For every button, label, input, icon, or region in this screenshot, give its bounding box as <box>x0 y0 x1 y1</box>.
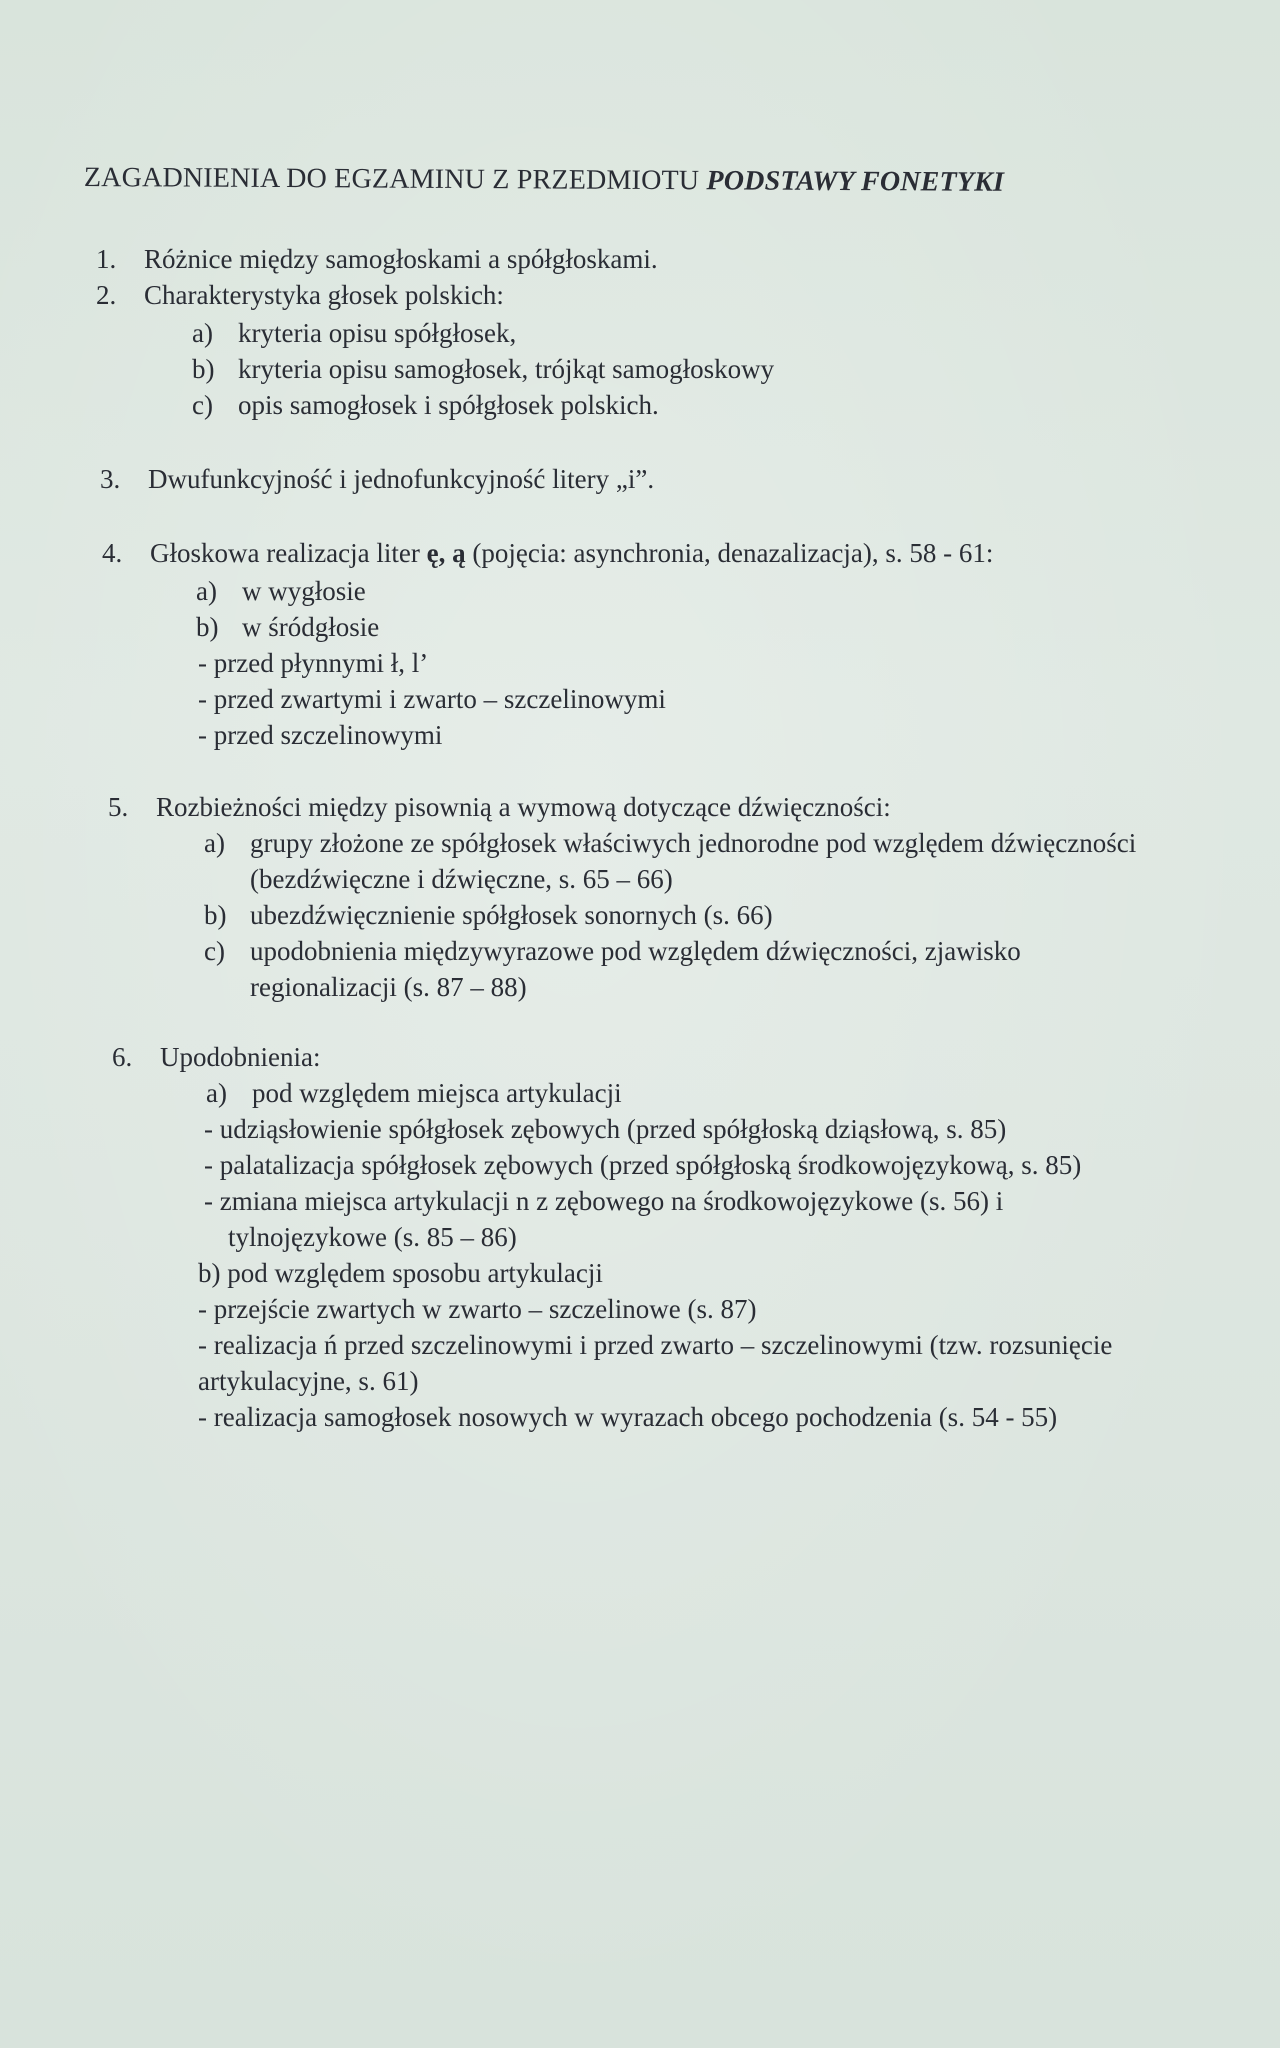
dash-item: - przed szczelinowymi <box>198 720 443 750</box>
list-item: 3. Dwufunkcyjność i jednofunkcyjność litery „i”. <box>100 464 655 494</box>
list-item: 4. Głoskowa realizacja liter ę, ą (pojęcia: asynchronia, denazalizacja), s. 58 - 61: <box>102 538 994 568</box>
sub-item: a) pod względem miejsca artykulacji <box>206 1078 622 1108</box>
list-item: 2. Charakterystyka głosek polskich: <box>96 280 504 310</box>
list-item: 5. Rozbieżności między pisownią a wymową dotyczące dźwięczności: <box>108 792 891 822</box>
dash-item: - realizacja ń przed szczelinowymi i przed zwarto – szczelinowymi (tzw. rozsunięcie <box>198 1330 1113 1360</box>
sub-item: a) grupy złożone ze spółgłosek właściwych jednorodne pod względem dźwięczności <box>204 828 1137 858</box>
title-prefix: ZAGADNIENIA DO EGZAMINU Z PRZEDMIOTU <box>83 162 707 197</box>
sub-item: a) kryteria opisu spółgłosek, <box>192 318 517 348</box>
sub-item: b) kryteria opisu samogłosek, trójkąt samogłoskowy <box>192 354 775 384</box>
dash-item: - przejście zwartych w zwarto – szczelinowe (s. 87) <box>198 1294 757 1324</box>
sub-item: a) w wygłosie <box>196 576 366 606</box>
sub-item: b) w śródgłosie <box>196 612 380 642</box>
dash-item-continuation: artykulacyjne, s. 61) <box>198 1366 419 1396</box>
list-item: 6. Upodobnienia: <box>112 1042 321 1072</box>
sub-item-continuation: (bezdźwięczne i dźwięczne, s. 65 – 66) <box>250 864 673 894</box>
sub-item: b) pod względem sposobu artykulacji <box>198 1258 603 1288</box>
dash-item: - realizacja samogłosek nosowych w wyrazach obcego pochodzenia (s. 54 - 55) <box>198 1402 1058 1432</box>
dash-item: - udziąsłowienie spółgłosek zębowych (przed spółgłoską dziąsłową, s. 85) <box>204 1114 1007 1144</box>
document-title <box>84 162 1004 199</box>
sub-item-continuation: regionalizacji (s. 87 – 88) <box>250 972 527 1002</box>
sub-item: b) ubezdźwięcznienie spółgłosek sonornych (s. 66) <box>204 900 773 930</box>
dash-item: - przed zwartymi i zwarto – szczelinowymi <box>198 684 666 714</box>
dash-item-continuation: tylnojęzykowe (s. 85 – 86) <box>228 1222 517 1252</box>
dash-item: - zmiana miejsca artykulacji n z zębowego na środkowojęzykowe (s. 56) i <box>204 1186 1004 1216</box>
dash-item: - palatalizacja spółgłosek zębowych (przed spółgłoską środkowojęzykową, s. 85) <box>204 1150 1082 1180</box>
sub-item: c) opis samogłosek i spółgłosek polskich. <box>192 390 659 420</box>
title-subject: PODSTAWY FONETYKI <box>706 165 1005 198</box>
sub-item: c) upodobnienia międzywyrazowe pod względem dźwięczności, zjawisko <box>204 936 1021 966</box>
dash-item: - przed płynnymi ł, l’ <box>198 648 429 678</box>
list-item: 1. Różnice między samogłoskami a spółgłoskami. <box>96 244 658 274</box>
